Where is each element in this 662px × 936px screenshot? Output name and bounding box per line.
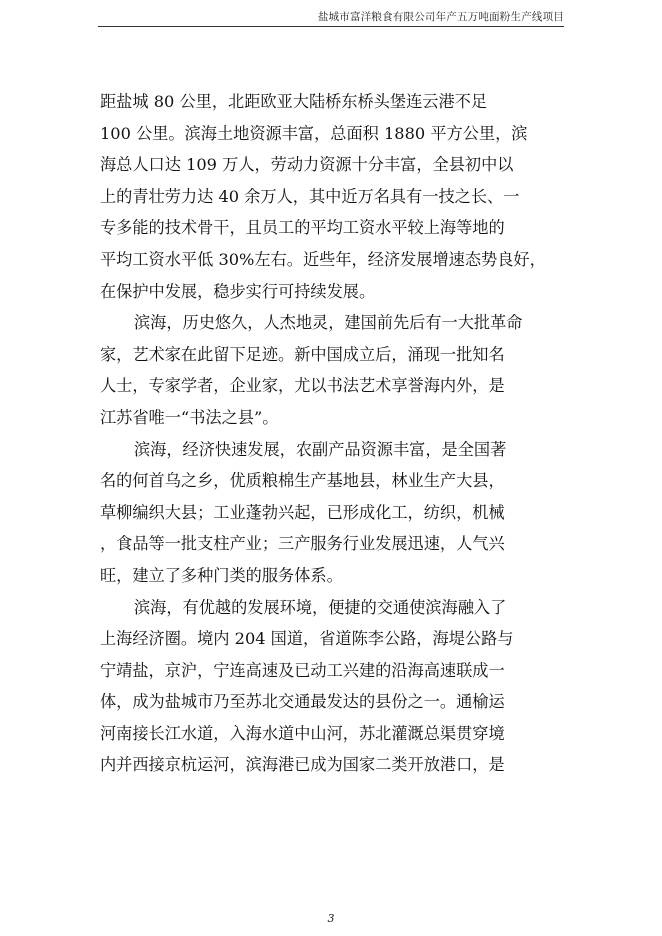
page-number: 3 (327, 912, 335, 925)
text-line: 名的何首乌之乡，优质粮棉生产基地县，林业生产大县， (100, 471, 505, 491)
body-text (100, 86, 570, 781)
text-line: 滨海，有优越的发展环境，便捷的交通使滨海融入了 (134, 597, 507, 617)
text-line: 江苏省唯一“书法之县”。 (100, 407, 279, 427)
text-line: 内并西接京杭运河，滨海港已成为国家二类开放港口，是 (100, 755, 505, 775)
text-line: 家，艺术家在此留下足迹。新中国成立后，涌现一批知名 (100, 344, 505, 364)
text-line: 草柳编织大县；工业蓬勃兴起，已形成化工，纺织，机械 (100, 502, 505, 522)
text-line: 滨海，经济快速发展，农副产品资源丰富，是全国著 (134, 439, 507, 459)
text-line: 海总人口达 109 万人，劳动力资源十分丰富，全县初中以 (100, 155, 514, 175)
text-line: 距盐城 80 公里，北距欧亚大陆桥东桥头堡连云港不足 (100, 92, 488, 111)
text-line: 专多能的技术骨干，且员工的平均工资水平较上海等地的 (100, 218, 505, 238)
text-line: 上海经济圈。境内 204 国道，省道陈李公路，海堤公路与 (100, 629, 514, 649)
text-line: 宁靖盐，京沪，宁连高速及已动工兴建的沿海高速联成一 (100, 660, 505, 680)
text-line: 上的青壮劳力达 40 余万人，其中近万名具有一技之长、一 (100, 186, 520, 206)
text-line: 100 公里。滨海土地资源丰富，总面积 1880 平方公里，滨 (100, 123, 528, 143)
text-line: ，食品等一批支柱产业；三产服务行业发展迅速，人气兴 (100, 534, 505, 554)
text-line: 河南接长江水道，入海水道中山河，苏北灌溉总渠贯穿境 (100, 723, 505, 743)
text-line: 在保护中发展，稳步实行可持续发展。 (100, 281, 376, 301)
text-line: 旺，建立了多种门类的服务体系。 (100, 565, 343, 585)
text-line: 人士，专家学者，企业家，尤以书法艺术享誉海内外，是 (100, 376, 505, 396)
running-header: 盐城市富洋粮食有限公司年产五万吨面粉生产线项目 (317, 11, 564, 23)
text-line: 体，成为盐城市乃至苏北交通最发达的县份之一。通榆运 (100, 692, 505, 712)
header-rule (98, 26, 564, 27)
text-line: 滨海，历史悠久，人杰地灵，建国前先后有一大批革命 (134, 313, 523, 333)
text-line: 平均工资水平低 30%左右。近些年，经济发展增速态势良好， (100, 249, 546, 269)
